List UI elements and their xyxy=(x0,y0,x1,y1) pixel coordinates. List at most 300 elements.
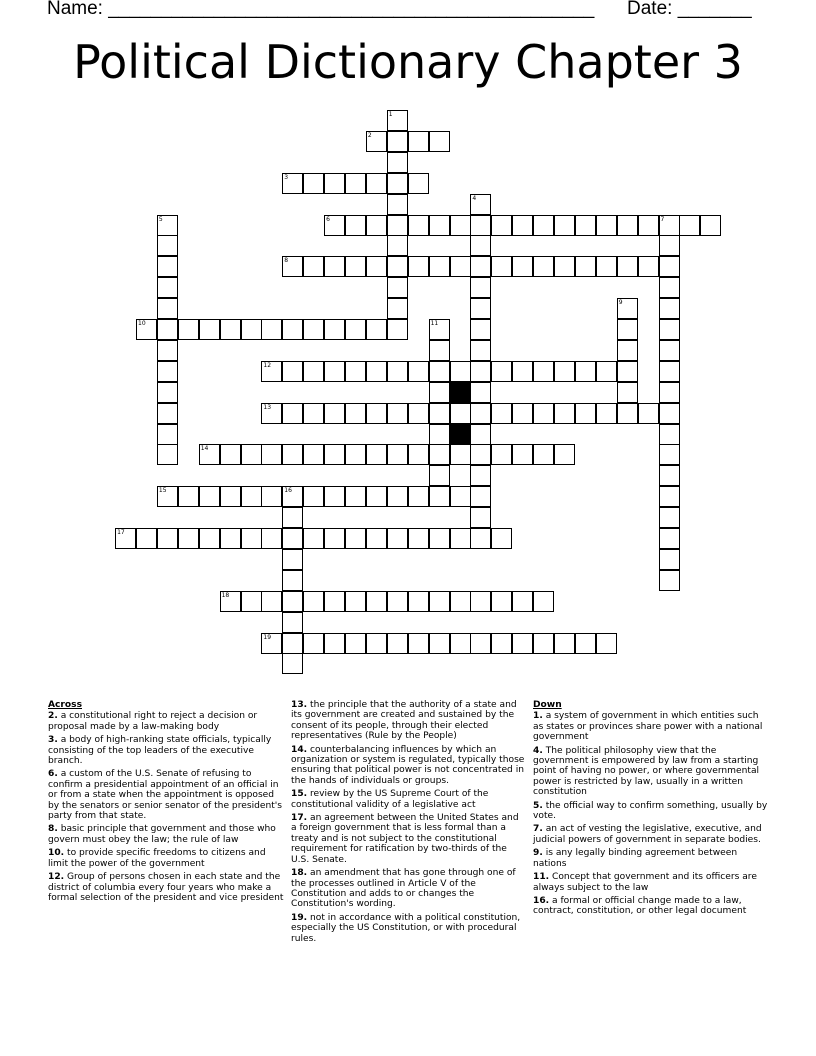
across-clue xyxy=(291,700,527,742)
crossword-cell[interactable] xyxy=(617,340,638,361)
crossword-cell[interactable] xyxy=(366,633,387,654)
crossword-cell[interactable] xyxy=(470,591,491,612)
crossword-cell[interactable] xyxy=(554,444,575,465)
across-clue xyxy=(291,789,527,810)
crossword-cell[interactable] xyxy=(324,528,345,549)
crossword-cell[interactable] xyxy=(659,465,680,486)
down-clue xyxy=(533,801,769,822)
crossword-cell[interactable] xyxy=(470,465,491,486)
crossword-cell[interactable] xyxy=(345,361,366,382)
crossword-cell[interactable] xyxy=(324,361,345,382)
crossword-cell[interactable] xyxy=(387,194,408,215)
crossword-cell[interactable] xyxy=(387,444,408,465)
crossword-cell[interactable] xyxy=(638,403,659,424)
crossword-cell[interactable] xyxy=(241,444,262,465)
crossword-cell[interactable] xyxy=(470,633,491,654)
crossword-cell[interactable] xyxy=(261,319,282,340)
clue-number: 5. xyxy=(533,800,543,811)
crossword-cell[interactable] xyxy=(617,215,638,236)
crossword-cell[interactable] xyxy=(199,319,220,340)
crossword-cell[interactable] xyxy=(324,215,345,236)
crossword-cell[interactable] xyxy=(491,215,512,236)
crossword-cell[interactable] xyxy=(324,633,345,654)
crossword-cell[interactable] xyxy=(450,403,471,424)
crossword-cell[interactable] xyxy=(659,382,680,403)
crossword-cell[interactable] xyxy=(659,215,680,236)
clue-text: the principle that the authority of a state and its government are created and sustained by the consent of its people, through their elected representatives (Rule by the People) xyxy=(291,700,517,742)
clue-number: 7 xyxy=(660,215,665,223)
crossword-cell[interactable] xyxy=(387,528,408,549)
crossword-cell[interactable] xyxy=(199,486,220,507)
crossword-cell[interactable] xyxy=(387,403,408,424)
crossword-cell[interactable] xyxy=(533,444,554,465)
crossword-cell[interactable] xyxy=(157,403,178,424)
crossword-cell[interactable] xyxy=(429,340,450,361)
crossword-cell[interactable] xyxy=(408,633,429,654)
clue-number: 5 xyxy=(158,215,163,223)
crossword-cell[interactable] xyxy=(659,403,680,424)
crossword-cell[interactable] xyxy=(596,215,617,236)
crossword-cell[interactable] xyxy=(345,256,366,277)
crossword-cell[interactable] xyxy=(491,361,512,382)
crossword-cell[interactable] xyxy=(387,298,408,319)
clue-number: 13 xyxy=(263,403,272,411)
crossword-cell[interactable] xyxy=(617,298,638,319)
crossword-cell[interactable] xyxy=(470,340,491,361)
crossword-cell[interactable] xyxy=(387,277,408,298)
crossword-cell[interactable] xyxy=(220,486,241,507)
crossword-block xyxy=(450,424,471,445)
crossword-cell[interactable] xyxy=(429,486,450,507)
crossword-cell[interactable] xyxy=(345,444,366,465)
crossword-cell[interactable] xyxy=(659,319,680,340)
crossword-cell[interactable] xyxy=(241,319,262,340)
clue-number: 18 xyxy=(221,591,230,599)
clue-number: 6 xyxy=(326,215,330,223)
crossword-cell[interactable] xyxy=(261,528,282,549)
crossword-cell[interactable] xyxy=(303,633,324,654)
crossword-cell[interactable] xyxy=(429,256,450,277)
clues-column-2 xyxy=(291,700,527,947)
crossword-cell[interactable] xyxy=(408,173,429,194)
crossword-cell[interactable] xyxy=(617,256,638,277)
crossword-cell[interactable] xyxy=(157,215,178,236)
crossword-cell[interactable] xyxy=(429,215,450,236)
crossword-cell[interactable] xyxy=(157,361,178,382)
crossword-cell[interactable] xyxy=(136,528,157,549)
crossword-cell[interactable] xyxy=(157,424,178,445)
crossword-cell[interactable] xyxy=(617,382,638,403)
crossword-cell[interactable] xyxy=(387,486,408,507)
crossword-cell[interactable] xyxy=(303,444,324,465)
crossword-cell[interactable] xyxy=(220,319,241,340)
clues-column-3 xyxy=(533,700,769,920)
crossword-cell[interactable] xyxy=(282,570,303,591)
crossword-cell[interactable] xyxy=(470,444,491,465)
crossword-cell[interactable] xyxy=(512,633,533,654)
crossword-cell[interactable] xyxy=(429,131,450,152)
across-heading: Across xyxy=(48,700,82,710)
crossword-cell[interactable] xyxy=(470,528,491,549)
crossword-cell[interactable] xyxy=(512,591,533,612)
crossword-cell[interactable] xyxy=(366,173,387,194)
crossword-cell[interactable] xyxy=(429,444,450,465)
crossword-cell[interactable] xyxy=(408,361,429,382)
clue-number: 2. xyxy=(48,711,58,722)
clue-number: 16. xyxy=(533,895,550,906)
crossword-cell[interactable] xyxy=(282,507,303,528)
clue-number: 19. xyxy=(291,912,308,923)
clue-text: is any legally binding agreement between nations xyxy=(533,848,738,869)
crossword-cell[interactable] xyxy=(470,319,491,340)
crossword-cell[interactable] xyxy=(596,361,617,382)
across-clue xyxy=(48,824,284,845)
across-clue xyxy=(291,813,527,865)
crossword-cell[interactable] xyxy=(470,256,491,277)
clue-number: 12. xyxy=(48,872,65,883)
crossword-cell[interactable] xyxy=(387,131,408,152)
crossword-cell[interactable] xyxy=(366,131,387,152)
clue-text: to provide specific freedoms to citizens and limit the power of the government xyxy=(48,848,266,869)
crossword-block xyxy=(450,382,471,403)
crossword-cell[interactable] xyxy=(470,361,491,382)
crossword-cell[interactable] xyxy=(303,173,324,194)
crossword-cell[interactable] xyxy=(617,319,638,340)
crossword-cell[interactable] xyxy=(345,591,366,612)
crossword-cell[interactable] xyxy=(659,424,680,445)
crossword-cell[interactable] xyxy=(659,298,680,319)
crossword-cell[interactable] xyxy=(659,549,680,570)
crossword-cell[interactable] xyxy=(450,528,471,549)
crossword-cell[interactable] xyxy=(282,319,303,340)
crossword-cell[interactable] xyxy=(261,486,282,507)
crossword-cell[interactable] xyxy=(303,403,324,424)
crossword-cell[interactable] xyxy=(450,633,471,654)
crossword-cell[interactable] xyxy=(700,215,721,236)
crossword-cell[interactable] xyxy=(512,361,533,382)
crossword-cell[interactable] xyxy=(366,319,387,340)
crossword-cell[interactable] xyxy=(429,424,450,445)
crossword-cell[interactable] xyxy=(575,256,596,277)
crossword-cell[interactable] xyxy=(178,319,199,340)
crossword-cell[interactable] xyxy=(366,403,387,424)
clue-number: 19 xyxy=(263,633,272,641)
crossword-cell[interactable] xyxy=(115,528,136,549)
crossword-cell[interactable] xyxy=(470,277,491,298)
crossword-cell[interactable] xyxy=(324,444,345,465)
crossword-cell[interactable] xyxy=(387,633,408,654)
crossword-cell[interactable] xyxy=(157,319,178,340)
clue-text: a constitutional right to reject a decision or proposal made by a law-making body xyxy=(48,711,258,732)
crossword-cell[interactable] xyxy=(450,486,471,507)
crossword-cell[interactable] xyxy=(324,486,345,507)
crossword-cell[interactable] xyxy=(450,444,471,465)
crossword-cell[interactable] xyxy=(241,486,262,507)
crossword-cell[interactable] xyxy=(659,507,680,528)
crossword-cell[interactable] xyxy=(366,256,387,277)
crossword-cell[interactable] xyxy=(387,361,408,382)
crossword-cell[interactable] xyxy=(261,633,282,654)
crossword-cell[interactable] xyxy=(408,403,429,424)
crossword-cell[interactable] xyxy=(282,403,303,424)
crossword-cell[interactable] xyxy=(261,444,282,465)
down-clue xyxy=(533,824,769,845)
clue-text: an agreement between the United States and a foreign government that is less formal than a treaty and is not subject to the constitutional requirement for ratification by two-thirds of the U.S. Senate. xyxy=(291,813,519,865)
crossword-cell[interactable] xyxy=(450,361,471,382)
crossword-cell[interactable] xyxy=(429,465,450,486)
crossword-cell[interactable] xyxy=(638,256,659,277)
crossword-cell[interactable] xyxy=(282,612,303,633)
crossword-cell[interactable] xyxy=(282,591,303,612)
crossword-cell[interactable] xyxy=(554,633,575,654)
crossword-cell[interactable] xyxy=(157,382,178,403)
crossword-cell[interactable] xyxy=(178,486,199,507)
crossword-cell[interactable] xyxy=(241,528,262,549)
clue-text: a system of government in which entities such as states or provinces share power with a national government xyxy=(533,711,763,743)
crossword-cell[interactable] xyxy=(450,215,471,236)
crossword-cell[interactable] xyxy=(491,403,512,424)
crossword-cell[interactable] xyxy=(429,319,450,340)
clue-number: 4 xyxy=(472,194,477,202)
crossword-cell[interactable] xyxy=(157,486,178,507)
crossword-cell[interactable] xyxy=(261,361,282,382)
crossword-cell[interactable] xyxy=(303,528,324,549)
crossword-cell[interactable] xyxy=(638,215,659,236)
crossword-cell[interactable] xyxy=(429,382,450,403)
crossword-cell[interactable] xyxy=(679,215,700,236)
crossword-cell[interactable] xyxy=(387,152,408,173)
crossword-cell[interactable] xyxy=(157,256,178,277)
crossword-cell[interactable] xyxy=(366,528,387,549)
crossword-cell[interactable] xyxy=(303,256,324,277)
crossword-cell[interactable] xyxy=(470,215,491,236)
crossword-cell[interactable] xyxy=(533,256,554,277)
crossword-cell[interactable] xyxy=(199,444,220,465)
crossword-cell[interactable] xyxy=(324,403,345,424)
crossword-cell[interactable] xyxy=(136,319,157,340)
across-clue xyxy=(291,745,527,787)
crossword-cell[interactable] xyxy=(366,215,387,236)
clue-text: not in accordance with a political constitution, especially the US Constitution, or with procedural rules. xyxy=(291,912,521,944)
crossword-cell[interactable] xyxy=(429,403,450,424)
crossword-cell[interactable] xyxy=(512,403,533,424)
crossword-cell[interactable] xyxy=(220,444,241,465)
crossword-cell[interactable] xyxy=(303,591,324,612)
clue-text: counterbalancing influences by which an organization or system is regulated, typically those ensuring that political power is not concentrated in the hands of individuals or groups. xyxy=(291,744,525,786)
crossword-cell[interactable] xyxy=(491,256,512,277)
crossword-cell[interactable] xyxy=(324,319,345,340)
clue-text: an amendment that has gone through one of the processes outlined in Article V of the Constitution and adds to or changes the Constitution's wording. xyxy=(291,868,516,910)
crossword-cell[interactable] xyxy=(366,361,387,382)
across-clue xyxy=(291,913,527,944)
clue-number: 14 xyxy=(200,445,209,453)
crossword-cell[interactable] xyxy=(157,528,178,549)
crossword-cell[interactable] xyxy=(408,256,429,277)
crossword-cell[interactable] xyxy=(617,403,638,424)
clue-text: the official way to confirm something, usually by vote. xyxy=(533,800,768,822)
crossword-cell[interactable] xyxy=(512,215,533,236)
crossword-cell[interactable] xyxy=(575,403,596,424)
down-clue xyxy=(533,872,769,893)
crossword-cell[interactable] xyxy=(303,486,324,507)
crossword-cell[interactable] xyxy=(178,528,199,549)
crossword-cell[interactable] xyxy=(450,256,471,277)
crossword-cell[interactable] xyxy=(261,403,282,424)
crossword-cell[interactable] xyxy=(157,298,178,319)
crossword-cell[interactable] xyxy=(554,361,575,382)
crossword-cell[interactable] xyxy=(659,256,680,277)
crossword-cell[interactable] xyxy=(220,528,241,549)
crossword-cell[interactable] xyxy=(533,215,554,236)
crossword-cell[interactable] xyxy=(387,215,408,236)
crossword-cell[interactable] xyxy=(491,591,512,612)
crossword-cell[interactable] xyxy=(408,486,429,507)
crossword-cell[interactable] xyxy=(408,215,429,236)
crossword-cell[interactable] xyxy=(596,403,617,424)
crossword-cell[interactable] xyxy=(261,591,282,612)
crossword-cell[interactable] xyxy=(408,131,429,152)
crossword-cell[interactable] xyxy=(282,361,303,382)
crossword-cell[interactable] xyxy=(554,215,575,236)
crossword-cell[interactable] xyxy=(324,591,345,612)
crossword-cell[interactable] xyxy=(387,173,408,194)
crossword-cell[interactable] xyxy=(429,361,450,382)
crossword-cell[interactable] xyxy=(345,173,366,194)
clue-number: 15. xyxy=(291,789,308,800)
crossword-cell[interactable] xyxy=(429,633,450,654)
crossword-cell[interactable] xyxy=(450,591,471,612)
name-field[interactable]: Name: ______________________________________________ xyxy=(47,0,595,19)
across-clue xyxy=(48,735,284,766)
across-clue xyxy=(48,872,284,903)
crossword-cell[interactable] xyxy=(324,173,345,194)
crossword-cell[interactable] xyxy=(345,633,366,654)
crossword-cell[interactable] xyxy=(282,173,303,194)
crossword-cell[interactable] xyxy=(470,298,491,319)
crossword-cell[interactable] xyxy=(408,444,429,465)
crossword-cell[interactable] xyxy=(387,110,408,131)
across-clue xyxy=(48,848,284,869)
crossword-cell[interactable] xyxy=(303,361,324,382)
crossword-cell[interactable] xyxy=(470,403,491,424)
page-title: Political Dictionary Chapter 3 xyxy=(73,35,743,89)
crossword-cell[interactable] xyxy=(512,444,533,465)
crossword-cell[interactable] xyxy=(659,277,680,298)
crossword-cell[interactable] xyxy=(387,591,408,612)
crossword-cell[interactable] xyxy=(659,444,680,465)
crossword-cell[interactable] xyxy=(491,528,512,549)
crossword-cell[interactable] xyxy=(659,528,680,549)
crossword-cell[interactable] xyxy=(345,319,366,340)
crossword-cell[interactable] xyxy=(470,235,491,256)
crossword-cell[interactable] xyxy=(533,403,554,424)
clue-text: The political philosophy view that the government is empowered by law from a starting point of having no power, or where governmental power is restricted by law, usually in a written constitution xyxy=(533,745,760,798)
crossword-cell[interactable] xyxy=(659,361,680,382)
crossword-cell[interactable] xyxy=(596,633,617,654)
crossword-cell[interactable] xyxy=(491,633,512,654)
crossword-cell[interactable] xyxy=(157,340,178,361)
crossword-cell[interactable] xyxy=(241,591,262,612)
crossword-cell[interactable] xyxy=(470,194,491,215)
clue-text: basic principle that government and those who govern must obey the law; the rule of law xyxy=(48,824,276,845)
clue-text: Concept that government and its officers are always subject to the law xyxy=(533,872,757,893)
crossword-cell[interactable] xyxy=(282,256,303,277)
crossword-cell[interactable] xyxy=(512,256,533,277)
crossword-cell[interactable] xyxy=(533,361,554,382)
crossword-cell[interactable] xyxy=(303,319,324,340)
clue-number: 2 xyxy=(367,131,372,139)
crossword-cell[interactable] xyxy=(575,633,596,654)
crossword-cell[interactable] xyxy=(491,444,512,465)
crossword-cell[interactable] xyxy=(470,507,491,528)
crossword-cell[interactable] xyxy=(345,486,366,507)
across-clue xyxy=(291,868,527,910)
crossword-cell[interactable] xyxy=(345,215,366,236)
crossword-cell[interactable] xyxy=(282,528,303,549)
down-clue xyxy=(533,848,769,869)
crossword-cell[interactable] xyxy=(470,486,491,507)
crossword-cell[interactable] xyxy=(408,528,429,549)
crossword-cell[interactable] xyxy=(220,591,241,612)
crossword-cell[interactable] xyxy=(199,528,220,549)
crossword-cell[interactable] xyxy=(575,361,596,382)
clue-number: 3. xyxy=(48,735,58,746)
crossword-cell[interactable] xyxy=(387,235,408,256)
clue-text: a formal or official change made to a law, contract, constitution, or other legal document xyxy=(533,895,747,917)
crossword-cell[interactable] xyxy=(345,528,366,549)
crossword-cell[interactable] xyxy=(470,382,491,403)
crossword-cell[interactable] xyxy=(345,403,366,424)
crossword-cell[interactable] xyxy=(324,256,345,277)
crossword-cell[interactable] xyxy=(282,486,303,507)
crossword-cell[interactable] xyxy=(282,549,303,570)
clue-number: 15 xyxy=(158,487,167,495)
crossword-cell[interactable] xyxy=(596,256,617,277)
crossword-cell[interactable] xyxy=(366,591,387,612)
clue-text: review by the US Supreme Court of the constitutional validity of a legislative act xyxy=(291,789,489,810)
crossword-cell[interactable] xyxy=(282,633,303,654)
crossword-cell[interactable] xyxy=(366,444,387,465)
crossword-cell[interactable] xyxy=(282,653,303,674)
crossword-cell[interactable] xyxy=(554,403,575,424)
crossword-cell[interactable] xyxy=(366,486,387,507)
clue-number: 10 xyxy=(138,320,146,327)
crossword-cell[interactable] xyxy=(282,444,303,465)
date-field[interactable]: Date: _______ xyxy=(627,0,752,19)
crossword-cell[interactable] xyxy=(387,319,408,340)
crossword-cell[interactable] xyxy=(575,215,596,236)
crossword-cell[interactable] xyxy=(659,570,680,591)
crossword-cell[interactable] xyxy=(659,486,680,507)
crossword-cell[interactable] xyxy=(408,591,429,612)
clue-number: 3 xyxy=(284,173,289,181)
crossword-cell[interactable] xyxy=(470,424,491,445)
crossword-cell[interactable] xyxy=(533,591,554,612)
crossword-cell[interactable] xyxy=(554,256,575,277)
crossword-cell[interactable] xyxy=(157,277,178,298)
crossword-cell[interactable] xyxy=(659,340,680,361)
crossword-cell[interactable] xyxy=(429,528,450,549)
crossword-cell[interactable] xyxy=(533,633,554,654)
crossword-cell[interactable] xyxy=(429,591,450,612)
crossword-cell[interactable] xyxy=(617,361,638,382)
crossword-cell[interactable] xyxy=(659,235,680,256)
crossword-cell[interactable] xyxy=(387,256,408,277)
crossword-cell[interactable] xyxy=(157,235,178,256)
crossword-cell[interactable] xyxy=(157,444,178,465)
clue-number: 13. xyxy=(291,700,308,710)
down-clue xyxy=(533,896,769,917)
